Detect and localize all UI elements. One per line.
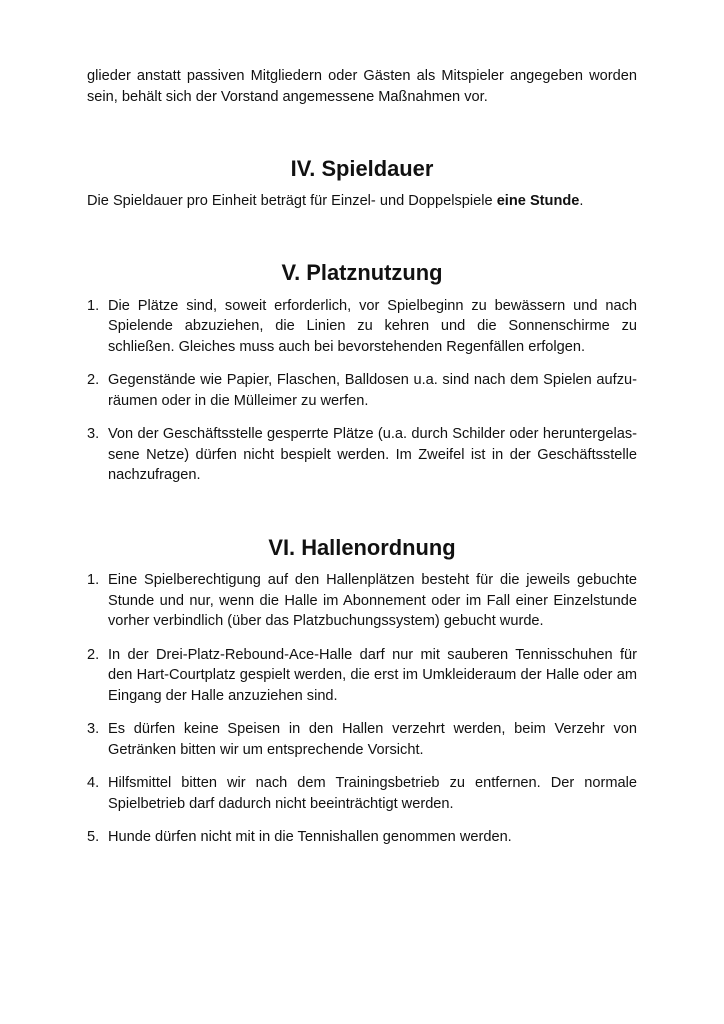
list-number: 1. — [87, 297, 100, 314]
list-item — [87, 773, 637, 814]
list-text: Von der Geschäftsstelle gesperrte Plätze (u.a. durch Schilder oder heruntergelassene Netze) dürfen nicht bespielt werden. Im Zweifel ist in der Geschäftsstelle nachzufragen. — [108, 426, 637, 483]
document-page — [87, 66, 637, 848]
list-number: 3. — [87, 426, 100, 442]
list-text: In der Drei-Platz-Rebound-Ace-Halle darf nur mit sauberen Tennisschuhen für den Hart-Courtplatz gespielt werden, die erst im Umkleideraum der Halle oder am Eingang der Halle anzuziehen sind. — [108, 646, 637, 704]
list-item — [87, 719, 637, 760]
section-heading-spieldauer: IV. Spieldauer — [290, 156, 434, 181]
list-item — [87, 645, 637, 707]
list-number: 4. — [87, 775, 100, 791]
spieldauer-period: . — [579, 192, 584, 209]
list-number: 2. — [87, 372, 100, 388]
list-text: Es dürfen keine Speisen in den Hallen verzehrt werden, beim Verzehr von Getränken bitten wir um entsprechende Vorsicht. — [108, 721, 637, 758]
list-item — [87, 570, 637, 632]
list-text: Hilfsmittel bitten wir nach dem Trainingsbetrieb zu entfernen. Der normale Spielbetrieb darf dadurch nicht beeinträchtigt werden. — [108, 775, 637, 812]
list-text: Hunde dürfen nicht mit in die Tennishallen genommen werden. — [108, 829, 512, 845]
list-number: 3. — [87, 721, 100, 737]
list-text: Gegenstände wie Papier, Flaschen, Balldosen u.a. sind nach dem Spielen aufzuräumen oder in die Mülleimer zu werfen. — [108, 372, 637, 409]
list-number: 1. — [87, 572, 100, 588]
list-item — [87, 296, 637, 358]
list-number: 2. — [87, 646, 100, 663]
list-number: 5. — [87, 829, 100, 845]
list-item — [87, 424, 637, 486]
list-item — [87, 827, 637, 848]
list-text: Die Plätze sind, soweit erforderlich, vor Spielbeginn zu bewässern und nach Spielende abzuziehen, die Linien zu kehren und die Sonnenschirme zu schließen. Gleiches muss auch bei bevorstehenden Regenfällen erfolgen. — [108, 297, 637, 355]
list-text: Eine Spielberechtigung auf den Hallenplätzen besteht für die jeweils gebuchte Stunde und nur, wenn die Halle im Abonnement oder im Fall einer Einzelstunde vorher verbindlich (über das Platzbuchungssystem) gebucht wurde. — [108, 572, 637, 629]
section-heading-platznutzung: V. Platznutzung — [281, 260, 443, 285]
continuation-paragraph: glieder anstatt passiven Mitgliedern oder Gästen als Mitspieler angegeben worden sein, behält sich der Vorstand angemessene Maßnahmen vor. — [87, 68, 637, 105]
list-item — [87, 370, 637, 411]
spieldauer-bold: eine Stunde — [496, 192, 580, 209]
spieldauer-text: Die Spieldauer pro Einheit beträgt für Einzel- und Doppelspiele — [87, 192, 497, 209]
section-heading-hallenordnung: VI. Hallenordnung — [268, 534, 456, 560]
spieldauer-paragraph — [87, 191, 637, 212]
